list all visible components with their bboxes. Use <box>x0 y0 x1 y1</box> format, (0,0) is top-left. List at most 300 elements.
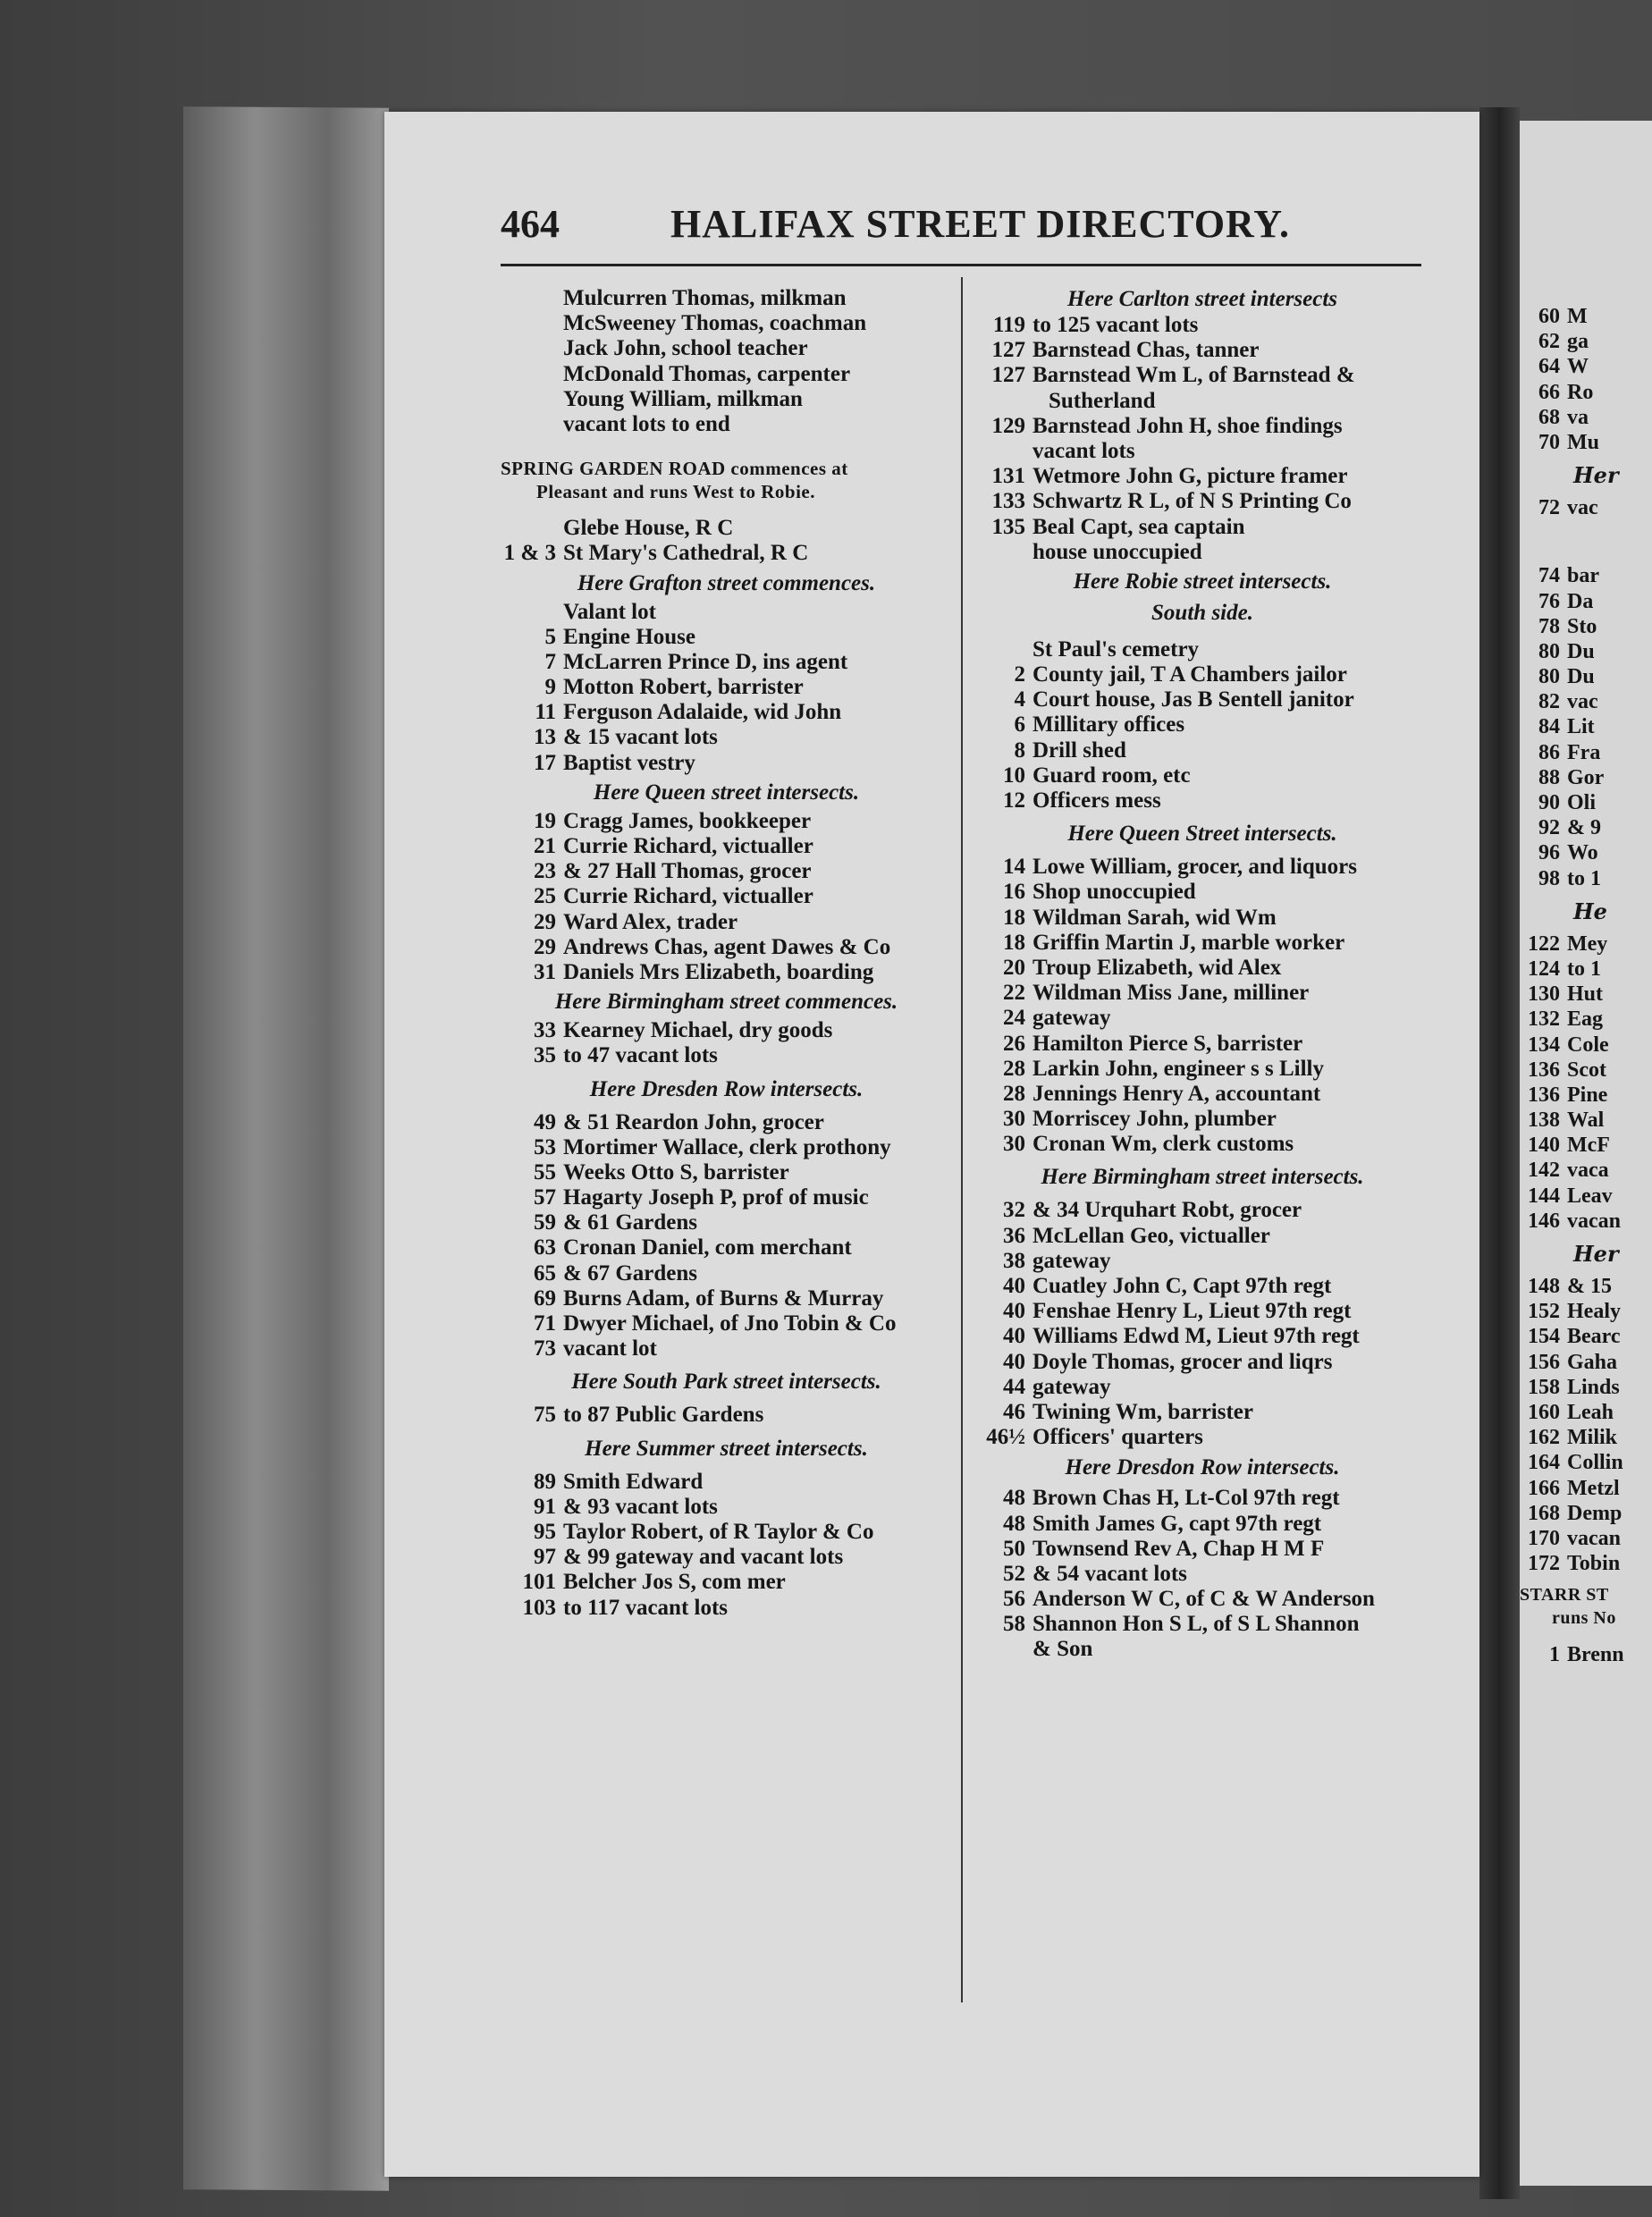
entry-number: 28 <box>1003 1081 1025 1106</box>
entry-number: 23 <box>534 859 556 884</box>
directory-entry <box>1520 1450 1652 1475</box>
entry-text: Leah <box>1567 1400 1614 1424</box>
street-intro-line: STARR ST <box>1520 1585 1609 1606</box>
directory-entry <box>970 1132 1435 1157</box>
entry-text: Bearc <box>1567 1325 1621 1349</box>
section-heading: Here South Park street intersects. <box>571 1370 881 1395</box>
entry-number: 50 <box>1003 1536 1025 1561</box>
entry-text: & 93 vacant lots <box>563 1494 718 1519</box>
entry-text: Cragg James, bookkeeper <box>563 808 812 833</box>
entry-text: vacant lots to end <box>563 411 730 436</box>
directory-entry <box>1520 1299 1652 1324</box>
entry-text: Officers' quarters <box>1032 1425 1203 1450</box>
entry-text: Fenshae Henry L, Lieut 97th regt <box>1032 1299 1352 1324</box>
entry-number: 40 <box>1003 1324 1025 1349</box>
section-heading: Here Birmingham street commences. <box>554 990 898 1015</box>
directory-entry <box>1520 1324 1652 1349</box>
directory-entry <box>970 763 1435 788</box>
entry-number: 14 <box>1003 855 1025 880</box>
entry-number: 138 <box>1528 1108 1560 1133</box>
directory-entry <box>970 1587 1435 1612</box>
entry-number: 133 <box>991 489 1025 514</box>
entry-number: 2 <box>1014 662 1025 687</box>
entry-number: 4 <box>1014 687 1025 712</box>
directory-entry <box>970 540 1435 565</box>
directory-entry <box>501 1185 952 1210</box>
entry-number: 160 <box>1528 1400 1560 1424</box>
directory-entry <box>501 1596 952 1621</box>
entry-text: to 87 Public Gardens <box>563 1403 764 1428</box>
entry-number: 74 <box>1538 564 1560 588</box>
entry-text: W <box>1567 355 1589 379</box>
street-intro-line: Pleasant and runs West to Robie. <box>536 481 815 503</box>
directory-entry <box>970 1249 1435 1274</box>
entry-text: & 27 Hall Thomas, grocer <box>563 859 812 884</box>
entry-number: 127 <box>991 338 1025 363</box>
directory-entry <box>970 880 1435 905</box>
entry-text: Ferguson Adalaide, wid John <box>563 700 842 725</box>
directory-entry <box>970 1224 1435 1249</box>
entry-text: Cole <box>1567 1033 1609 1057</box>
entry-number: 19 <box>534 808 556 833</box>
entry-text: Williams Edwd M, Lieut 97th regt <box>1032 1324 1360 1349</box>
entry-number: 156 <box>1528 1350 1560 1374</box>
entry-number: 55 <box>534 1159 556 1184</box>
directory-entry <box>501 809 952 834</box>
entry-text: Griffin Martin J, marble worker <box>1032 930 1345 955</box>
directory-entry <box>1520 405 1652 430</box>
entry-text: Townsend Rev A, Chap H M F <box>1032 1536 1325 1561</box>
entry-number: 18 <box>1003 905 1025 930</box>
book-binding-edge <box>183 106 389 2191</box>
entry-text: house unoccupied <box>1032 539 1202 564</box>
directory-entry <box>501 1336 952 1361</box>
directory-entry <box>1520 689 1652 714</box>
entry-number: 140 <box>1528 1134 1560 1158</box>
entry-number: 8 <box>1014 738 1025 763</box>
entry-number: 135 <box>991 514 1025 539</box>
directory-entry <box>501 834 952 859</box>
directory-entry <box>501 1160 952 1185</box>
entry-number: 40 <box>1003 1274 1025 1298</box>
entry-text: McLarren Prince D, ins agent <box>563 649 848 674</box>
entry-number: 136 <box>1528 1083 1560 1107</box>
directory-entry <box>501 1286 952 1311</box>
directory-entry <box>501 1018 952 1043</box>
directory-entry <box>970 687 1435 712</box>
entry-number: 92 <box>1538 816 1560 840</box>
directory-entry <box>1520 765 1652 790</box>
entry-number: 10 <box>1003 763 1025 788</box>
directory-entry <box>501 700 952 725</box>
entry-number: 154 <box>1528 1325 1560 1349</box>
entry-text: Court house, Jas B Sentell janitor <box>1032 687 1354 712</box>
directory-entry <box>501 1210 952 1235</box>
directory-entry <box>1520 1209 1652 1234</box>
directory-entry <box>501 311 952 336</box>
entry-number: 56 <box>1003 1587 1025 1612</box>
entry-text: Wildman Miss Jane, milliner <box>1032 981 1310 1006</box>
entry-text: Barnstead Wm L, of Barnstead & <box>1032 363 1355 388</box>
next-page-fragment <box>1520 121 1652 2186</box>
directory-entry <box>1520 614 1652 639</box>
entry-number: 124 <box>1528 957 1560 981</box>
entry-number: 64 <box>1538 355 1560 379</box>
header-rule <box>501 264 1421 266</box>
section-heading: Here Summer street intersects. <box>585 1436 868 1461</box>
directory-entry <box>501 1235 952 1260</box>
entry-text: Metzl <box>1567 1476 1620 1500</box>
entry-text: Mu <box>1567 430 1599 454</box>
directory-entry <box>1520 1476 1652 1501</box>
section-heading: Here Birmingham street intersects. <box>1041 1165 1364 1190</box>
entry-number: 40 <box>1003 1299 1025 1324</box>
section-heading: He <box>1573 898 1607 924</box>
entry-text: Mey <box>1567 931 1608 956</box>
entry-text: & 61 Gardens <box>563 1210 697 1235</box>
section-heading: Her <box>1573 1241 1619 1267</box>
entry-number: 9 <box>544 675 556 700</box>
entry-text: Brenn <box>1567 1643 1624 1667</box>
directory-entry <box>1520 329 1652 354</box>
entry-number: 18 <box>1003 930 1025 955</box>
entry-text: to 117 vacant lots <box>563 1595 729 1620</box>
directory-entry <box>1520 982 1652 1007</box>
entry-number: 68 <box>1538 405 1560 429</box>
directory-entry <box>970 1324 1435 1349</box>
entry-text: Ro <box>1567 380 1594 404</box>
directory-entry <box>1520 1551 1652 1576</box>
entry-number: 69 <box>534 1286 556 1311</box>
entry-number: 62 <box>1538 330 1560 354</box>
directory-entry <box>970 956 1435 981</box>
directory-entry <box>1520 1425 1652 1450</box>
directory-entry <box>1520 931 1652 957</box>
entry-text: Barnstead Chas, tanner <box>1032 338 1260 363</box>
entry-text: Mortimer Wallace, clerk prothony <box>563 1134 891 1159</box>
entry-text: Cronan Wm, clerk customs <box>1032 1132 1294 1157</box>
section-heading: Here Queen street intersects. <box>593 780 860 805</box>
entry-text: Smith James G, capt 97th regt <box>1032 1511 1322 1536</box>
entry-text: Du <box>1567 665 1595 689</box>
entry-text: Twining Wm, barrister <box>1032 1399 1253 1424</box>
entry-number: 146 <box>1528 1209 1560 1233</box>
entry-number: 78 <box>1538 614 1560 638</box>
entry-text: Officers mess <box>1032 788 1161 813</box>
directory-entry <box>501 286 952 311</box>
directory-entry <box>970 1006 1435 1031</box>
entry-text: Engine House <box>563 624 695 649</box>
entry-text: to 1 <box>1567 957 1601 981</box>
entry-text: vacan <box>1567 1209 1621 1233</box>
entry-text: Shannon Hon S L, of S L Shannon <box>1032 1612 1360 1637</box>
directory-entry <box>970 439 1435 464</box>
entry-text: Hamilton Pierce S, barrister <box>1032 1031 1303 1056</box>
directory-entry <box>970 1198 1435 1223</box>
entry-number: 127 <box>991 363 1025 388</box>
entry-number: 46 <box>1003 1399 1025 1424</box>
entry-number: 98 <box>1538 866 1560 890</box>
entry-number: 73 <box>534 1336 556 1361</box>
entry-number: 20 <box>1003 955 1025 980</box>
directory-entry <box>1520 740 1652 765</box>
entry-text: Cuatley John C, Capt 97th regt <box>1032 1274 1332 1298</box>
entry-number: 48 <box>1003 1511 1025 1536</box>
entry-number: 144 <box>1528 1184 1560 1208</box>
directory-entry <box>501 1110 952 1135</box>
directory-entry <box>1520 1058 1652 1083</box>
directory-entry <box>1520 563 1652 588</box>
entry-text: Shop unoccupied <box>1032 880 1196 905</box>
entry-text: Cronan Daniel, com merchant <box>563 1235 852 1260</box>
section-heading: Here Robie street intersects. <box>1073 569 1332 594</box>
directory-entry <box>501 859 952 884</box>
entry-text: gateway <box>1032 1374 1111 1399</box>
entry-number: 72 <box>1538 496 1560 520</box>
section-heading: Here Dresdon Row intersects. <box>1065 1455 1340 1480</box>
street-intro-line: runs No <box>1552 1608 1616 1629</box>
entry-number: 40 <box>1003 1349 1025 1374</box>
directory-entry <box>970 738 1435 763</box>
section-heading: Her <box>1573 462 1619 489</box>
entry-number: 136 <box>1528 1058 1560 1082</box>
directory-entry <box>501 362 952 387</box>
entry-number: 132 <box>1528 1007 1560 1032</box>
entry-text: vac <box>1567 690 1598 714</box>
entry-number: 6 <box>1014 712 1025 738</box>
entry-text: St Mary's Cathedral, R C <box>563 541 809 566</box>
entry-text: Morriscey John, plumber <box>1032 1107 1277 1132</box>
entry-number: 166 <box>1528 1476 1560 1500</box>
entry-text: Burns Adam, of Burns & Murray <box>563 1286 884 1311</box>
directory-entry <box>1520 1007 1652 1032</box>
entry-number: 53 <box>534 1134 556 1159</box>
entry-text: Collin <box>1567 1451 1623 1475</box>
entry-text: Barnstead John H, shoe findings <box>1032 413 1343 438</box>
entry-number: 134 <box>1528 1033 1560 1057</box>
entry-text: Jack John, school teacher <box>563 336 808 361</box>
directory-entry <box>501 1261 952 1286</box>
entry-number: 12 <box>1003 788 1025 813</box>
entry-number: 172 <box>1528 1552 1560 1576</box>
entry-number: 22 <box>1003 981 1025 1006</box>
entry-text: Pine <box>1567 1083 1608 1107</box>
entry-text: vacant lots <box>1032 438 1135 463</box>
directory-entry <box>1520 1526 1652 1551</box>
directory-entry <box>1520 815 1652 840</box>
entry-text: Sto <box>1567 614 1597 638</box>
entry-number: 88 <box>1538 765 1560 789</box>
entry-text: gateway <box>1032 1248 1111 1273</box>
entry-number: 86 <box>1538 740 1560 764</box>
entry-number: 90 <box>1538 791 1560 814</box>
directory-entry <box>970 1486 1435 1511</box>
entry-text: ga <box>1567 330 1589 354</box>
entry-text: Doyle Thomas, grocer and liqrs <box>1032 1349 1333 1374</box>
entry-number: 31 <box>534 959 556 984</box>
entry-number: 168 <box>1528 1501 1560 1525</box>
directory-entry <box>501 1135 952 1160</box>
entry-text: Glebe House, R C <box>563 516 734 541</box>
directory-entry <box>501 625 952 650</box>
entry-text: Valant lot <box>563 599 656 624</box>
entry-text: to 47 vacant lots <box>563 1043 718 1068</box>
entry-number: 21 <box>534 834 556 858</box>
entry-text: Drill shed <box>1032 738 1126 763</box>
entry-number: 130 <box>1528 982 1560 1007</box>
entry-text: to 1 <box>1567 866 1601 890</box>
entry-text: Wal <box>1567 1108 1605 1133</box>
entry-text: Leav <box>1567 1184 1613 1208</box>
directory-entry <box>970 931 1435 956</box>
directory-entry <box>970 981 1435 1006</box>
entry-text: gateway <box>1032 1006 1111 1031</box>
entry-text: Ward Alex, trader <box>563 909 738 934</box>
entry-text: & 15 vacant lots <box>563 725 718 750</box>
entry-number: 152 <box>1528 1300 1560 1324</box>
entry-text: Wo <box>1567 841 1598 865</box>
entry-text: County jail, T A Chambers jailor <box>1032 662 1347 687</box>
directory-entry <box>1520 1642 1652 1667</box>
entry-number: 46½ <box>986 1425 1025 1450</box>
directory-entry <box>501 387 952 412</box>
entry-number: 96 <box>1538 841 1560 865</box>
directory-entry <box>1520 1033 1652 1058</box>
entry-text: & 99 gateway and vacant lots <box>563 1545 844 1570</box>
entry-text: Anderson W C, of C & W Anderson <box>1032 1587 1375 1612</box>
entry-text: Lit <box>1567 715 1595 739</box>
entry-number: 35 <box>534 1043 556 1068</box>
entry-number: 59 <box>534 1210 556 1235</box>
entry-text: Wildman Sarah, wid Wm <box>1032 905 1277 930</box>
next-page-column <box>1520 304 1652 1667</box>
directory-entry <box>970 1082 1435 1107</box>
directory-entry <box>970 1375 1435 1400</box>
entry-number: 66 <box>1538 380 1560 404</box>
directory-entry <box>1520 790 1652 815</box>
entry-number: 70 <box>1538 430 1560 454</box>
entry-text: Hagarty Joseph P, prof of music <box>563 1185 869 1210</box>
section-heading: Here Carlton street intersects <box>1066 287 1338 311</box>
entry-text: Young William, milkman <box>563 386 803 411</box>
directory-entry <box>970 489 1435 514</box>
entry-text: bar <box>1567 564 1599 588</box>
directory-entry <box>970 363 1435 388</box>
entry-number: 11 <box>535 700 556 725</box>
directory-entry <box>501 1311 952 1336</box>
entry-number: 44 <box>1003 1374 1025 1399</box>
entry-number: 30 <box>1003 1107 1025 1132</box>
entry-number: 30 <box>1003 1132 1025 1157</box>
entry-text: Mulcurren Thomas, milkman <box>563 286 847 310</box>
entry-text: & 67 Gardens <box>563 1260 697 1286</box>
entry-text: McLellan Geo, victualler <box>1032 1223 1270 1248</box>
entry-text: Gaha <box>1567 1350 1618 1374</box>
directory-entry <box>501 650 952 675</box>
entry-number: 13 <box>534 725 556 750</box>
directory-entry <box>1520 380 1652 405</box>
directory-entry <box>1520 1108 1652 1133</box>
directory-entry <box>970 1032 1435 1057</box>
directory-entry <box>1520 589 1652 614</box>
directory-entry <box>1520 1274 1652 1299</box>
entry-text: & 34 Urquhart Robt, grocer <box>1032 1198 1302 1223</box>
section-heading: Here Queen Street intersects. <box>1067 822 1337 847</box>
entry-number: 7 <box>544 649 556 674</box>
page-gutter <box>1479 107 1520 2199</box>
directory-entry <box>1520 714 1652 739</box>
entry-text: McSweeney Thomas, coachman <box>563 311 867 336</box>
directory-entry <box>1520 1133 1652 1158</box>
entry-text: Demp <box>1567 1501 1622 1525</box>
entry-text: Hut <box>1567 982 1604 1007</box>
entry-number: 164 <box>1528 1451 1560 1475</box>
entry-number: 131 <box>991 464 1025 489</box>
entry-text: vaca <box>1567 1159 1609 1183</box>
entry-number: 5 <box>544 624 556 649</box>
entry-number: 26 <box>1003 1031 1025 1056</box>
entry-text: Milik <box>1567 1426 1618 1450</box>
directory-entry <box>501 884 952 909</box>
entry-number: 36 <box>1003 1223 1025 1248</box>
street-intro-line: SPRING GARDEN ROAD commences at <box>501 458 848 480</box>
entry-text: Motton Robert, barrister <box>563 675 804 700</box>
entry-text: Linds <box>1567 1375 1620 1399</box>
entry-number: 82 <box>1538 690 1560 714</box>
entry-text: & 51 Reardon John, grocer <box>563 1109 824 1134</box>
entry-number: 38 <box>1003 1248 1025 1273</box>
directory-entry <box>501 412 952 437</box>
entry-number: 97 <box>534 1545 556 1570</box>
entry-text: vacan <box>1567 1526 1621 1550</box>
entry-text: Dwyer Michael, of Jno Tobin & Co <box>563 1311 897 1336</box>
entry-number: 60 <box>1538 305 1560 328</box>
entry-text: Beal Capt, sea captain <box>1032 514 1245 539</box>
directory-entry <box>970 515 1435 540</box>
entry-text: Andrews Chas, agent Dawes & Co <box>563 934 891 959</box>
directory-entry <box>970 1537 1435 1562</box>
directory-entry <box>970 313 1435 338</box>
entry-text: St Paul's cemetry <box>1032 636 1200 662</box>
entry-number: 29 <box>534 934 556 959</box>
entry-number: 148 <box>1528 1275 1560 1298</box>
section-heading: Here Dresden Row intersects. <box>589 1076 864 1101</box>
entry-text: McDonald Thomas, carpenter <box>563 361 851 386</box>
entry-number: 80 <box>1538 639 1560 663</box>
entry-text: Schwartz R L, of N S Printing Co <box>1032 489 1352 514</box>
left-column <box>501 286 952 1621</box>
entry-text: & 15 <box>1567 1275 1612 1298</box>
directory-entry <box>970 1400 1435 1425</box>
entry-text: Currie Richard, victualler <box>563 834 813 858</box>
directory-entry <box>501 516 952 541</box>
section-heading: Here Grafton street commences. <box>577 570 876 595</box>
directory-entry <box>1520 1184 1652 1209</box>
entry-text: & Son <box>1032 1637 1093 1662</box>
page-number: 464 <box>501 202 560 246</box>
entry-number: 84 <box>1538 715 1560 739</box>
directory-entry <box>1520 495 1652 520</box>
entry-number: 63 <box>534 1235 556 1260</box>
entry-text: Jennings Henry A, accountant <box>1032 1081 1321 1106</box>
directory-entry <box>501 336 952 361</box>
entry-number: 95 <box>534 1519 556 1544</box>
entry-text: vac <box>1567 496 1598 520</box>
directory-entry <box>970 1350 1435 1375</box>
entry-text: Da <box>1567 589 1594 613</box>
entry-text: Millitary offices <box>1032 712 1185 738</box>
entry-text: Sutherland <box>1049 388 1156 413</box>
